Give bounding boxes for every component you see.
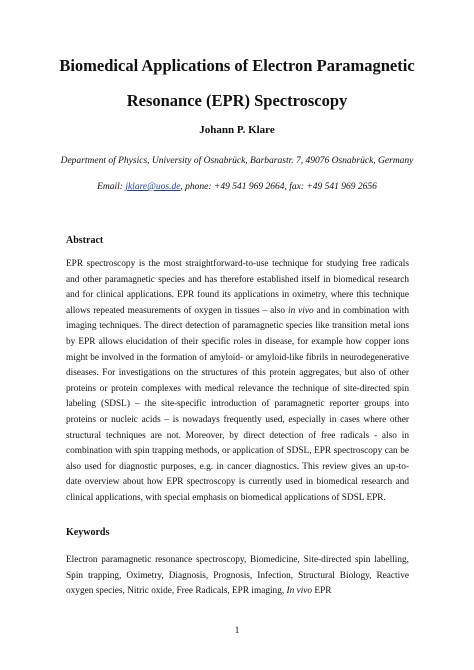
author-affiliation: Department of Physics, University of Osnabrück, Barbarastr. 7, 49076 Osnabrück, Germany [60,156,414,166]
keywords-text [66,553,409,600]
abstract-text-part-1: EPR spectroscopy is the most straightforward-to-use technique for studying free radicals and other paramagnetic species and has therefore established itself in biomedical research and for clinical applications. EPR found its applications in oximetry, where this technique allows repeated measurements of oxygen in tissues – also [66,259,409,316]
author-name: Johann P. Klare [199,124,275,136]
abstract-text-part-2: and in combination with imaging techniques. The direct detection of paramagnetic species like transition metal ions by EPR allows elucidation of their specific roles in disease, for example how copper ions might be involved in the formation of amyloid- or amyloid-like fibrils in neurodegenerative diseases. For investigations on the structures of this protein aggregates, but also of other proteins or protein complexes with medical relevance the technique of site-directed spin labeling (SDSL) – the site-specific introduction of paramagnetic reporter groups into proteins or nucleic acids – is nowadays frequently used, especially in cases where other structural techniques are not. Moreover, by direct detection of free radicals - also in combination with spin trapping methods, or application of SDSL, EPR spectroscopy can be also used for diagnostic purposes, e.g. in cancer diagnostics. This review gives an up-to-date overview about how EPR spectroscopy is currently used in biomedical research and clinical applications, with special emphasis on biomedical applications of SDSL EPR. [66,305,409,503]
phone-fax-text: , phone: +49 541 969 2664, fax: +49 541 969 2656 [180,182,377,192]
abstract-italic-in-vivo: in vivo [288,305,314,316]
paper-title-line-1: Biomedical Applications of Electron Paramagnetic [59,56,415,75]
email-link[interactable]: jklare@uos.de [125,182,181,192]
paper-title-line-2: Resonance (EPR) Spectroscopy [126,91,348,110]
keywords-italic-in-vivo: In vivo [286,586,313,597]
keywords-heading: Keywords [66,527,110,538]
keywords-list: Electron paramagnetic resonance spectroscopy, Biomedicine, Site-directed spin labelling, Spin trapping, Oximetry, Diagnosis, Prognosis, Infection, Structural Biology, Reactive oxygen species, Nitric oxide, Free Radicals, EPR imaging, [66,555,409,597]
abstract-heading: Abstract [66,235,104,246]
email-label: Email: [97,182,126,192]
contact-line [40,182,434,192]
page-number: 1 [234,626,240,636]
abstract-text [66,257,409,507]
keywords-tail: EPR [312,586,332,597]
